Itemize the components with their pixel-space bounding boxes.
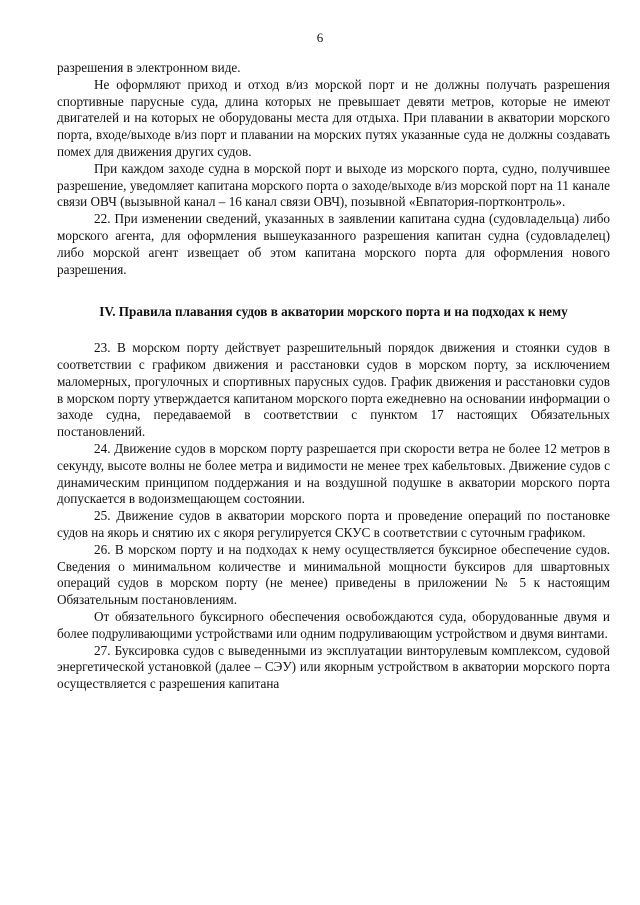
paragraph-port-notification: При каждом заходе судна в морской порт и выходе из морского порта, судно, получившее разрешение, уведомляет капитана морского порта о заходе/выходе в/из морской порт на 11 канале связи ОВЧ (вызывной канал – 16 канал связи ОВЧ), позывной «Евпатория-портконтроль».	[57, 160, 610, 210]
paragraph-item-22: 22. При изменении сведений, указанных в заявлении капитана судна (судовладельца) либо морского агента, для оформления вышеуказанного разрешения капитан судна (судовладелец) либо морской агент извещает об этом капитана морского порта для оформления нового разрешения.	[57, 211, 610, 277]
page-number: 6	[316, 30, 324, 45]
paragraph-item-26: 26. В морском порту и на подходах к нему осуществляется буксирное обеспечение судов. Сведения о минимальном количестве и минимальной мощности буксиров для швартовных операций судов в морском порту (не менее) приведены в приложении № 5 к настоящим Обязательным постановлениям.	[57, 541, 610, 608]
paragraph-item-25: 25. Движение судов в акватории морского порта и проведение операций по постановке судов на якорь и снятию их с якоря регулируется СКУС в соответствии с суточным графиком.	[57, 508, 610, 540]
paragraph-continuation: разрешения в электронном виде.	[57, 60, 241, 75]
paragraph-item-24: 24. Движение судов в морском порту разрешается при скорости ветра не более 12 метров в секунду, высоте волны не более метра и видимости не менее трех кабельтовых. Движение судов с динамическим принципом поддержания и на воздушной подушке в акватории морского порта допускается в водоизмещающем состоянии.	[57, 440, 610, 507]
document-body	[57, 60, 610, 693]
paragraph-item-27: 27. Буксировка судов с выведенными из эксплуатации винторулевым комплексом, судовой энергетической установкой (далее – СЭУ) или якорным устройством в акватории морского порта осуществляется с разрешения капитана	[57, 642, 610, 692]
paragraph-towing-exemption: От обязательного буксирного обеспечения освобождаются суда, оборудованные двумя и более подруливающими устройствами или одним подруливающим устройством и двумя винтами.	[57, 608, 610, 641]
section-heading: IV. Правила плавания судов в акватории морского порта и на подходах к нему	[99, 304, 568, 320]
paragraph-sailing-vessels: Не оформляют приход и отход в/из морской порт и не должны получать разрешения спортивные парусные суда, длина которых не превышает девяти метров, которые не имеют двигателей и на которых не оборудованы места для отдыха. При плавании в акватории морского порта, входе/выходе в/из порт и плавании на морских путях указанные суда не должны создавать помех для движения других судов.	[57, 76, 610, 159]
paragraph-item-23: 23. В морском порту действует разрешительный порядок движения и стоянки судов в соответствии с графиком движения и расстановки судов в морском порту, за исключением маломерных, прогулочных и спортивных парусных судов. График движения и расстановки судов в морском порту утверждается капитаном морского порта ежедневно на основании информации о заходе судна, передаваемой в соответствии с пунктом 17 настоящих Обязательных постановлений.	[57, 340, 610, 440]
